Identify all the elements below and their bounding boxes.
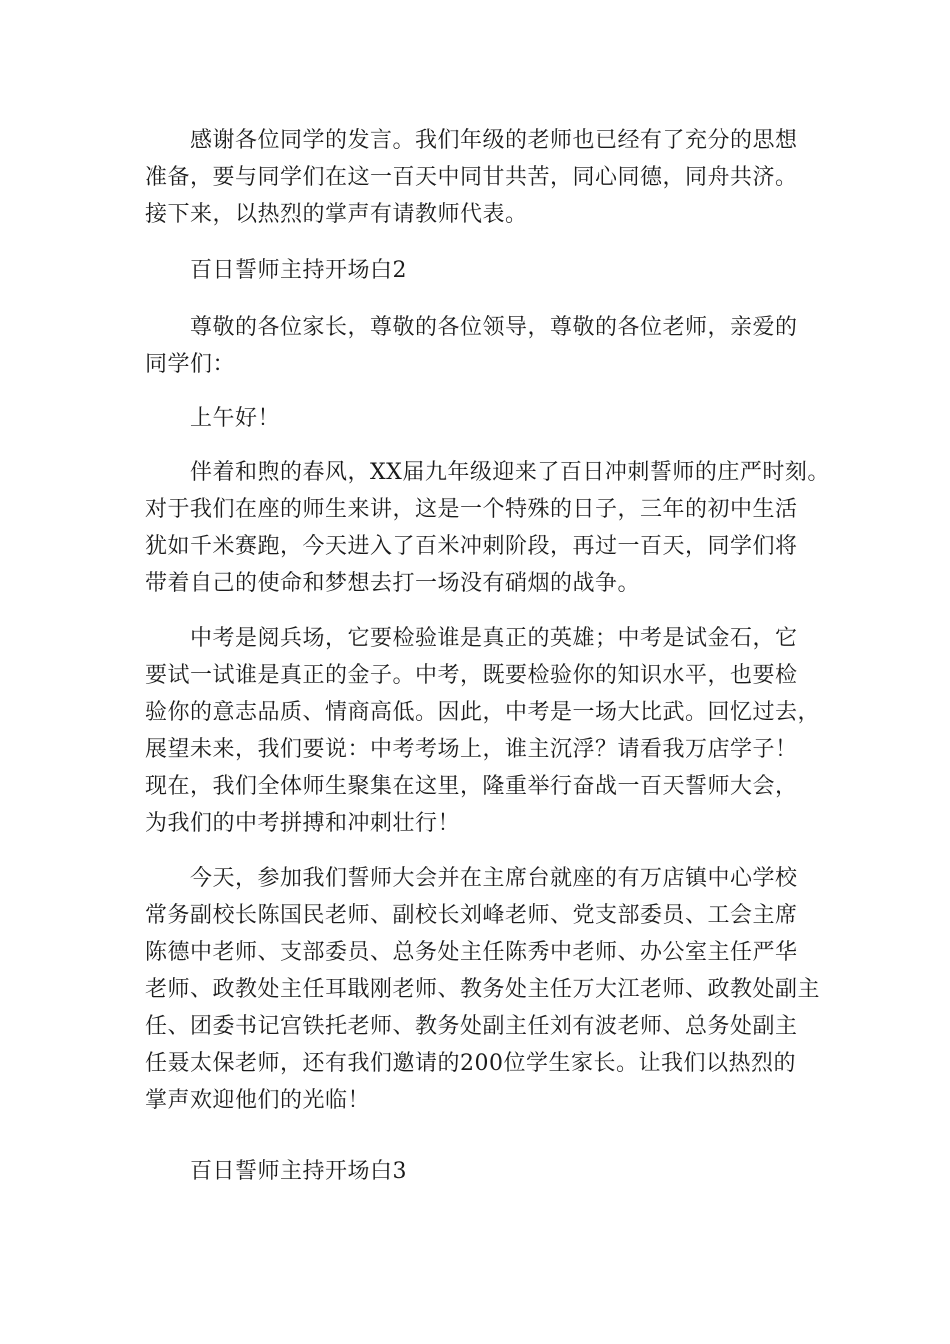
- text-line: 为我们的中考拼搏和冲刺壮行！: [145, 811, 461, 836]
- text-line: 上午好！: [190, 406, 281, 431]
- paragraph-exam: [145, 620, 835, 842]
- paragraph-opening: [145, 454, 835, 602]
- section-heading: 百日誓师主持开场白3: [190, 1159, 407, 1184]
- text-line: 现在，我们全体师生聚集在这里，隆重举行奋战一百天誓师大会，: [145, 774, 798, 799]
- text-line: 带着自己的使命和梦想去打一场没有硝烟的战争。: [145, 571, 641, 596]
- text-line: 任聂太保老师，还有我们邀请的200位学生家长。让我们以热烈的: [145, 1051, 796, 1076]
- text-line: 伴着和煦的春风，XX届九年级迎来了百日冲刺誓师的庄严时刻。: [190, 460, 830, 485]
- text-line: 对于我们在座的师生来讲，这是一个特殊的日子，三年的初中生活: [145, 497, 798, 522]
- text-line: 中考是阅兵场，它要检验谁是真正的英雄；中考是试金石，它: [190, 626, 798, 651]
- text-line: 验你的意志品质、情商高低。因此，中考是一场大比武。回忆过去，: [145, 700, 821, 725]
- text-line: 任、团委书记宫铁托老师、教务处副主任刘有波老师、总务处副主: [145, 1014, 798, 1039]
- text-line: 常务副校长陈国民老师、副校长刘峰老师、党支部委员、工会主席: [145, 903, 798, 928]
- paragraph-closing-remarks: [145, 122, 835, 233]
- text-line: 接下来，以热烈的掌声有请教师代表。: [145, 202, 528, 227]
- text-line: 陈德中老师、支部委员、总务处主任陈秀中老师、办公室主任严华: [145, 940, 798, 965]
- text-line: 要试一试谁是真正的金子。中考，既要检验你的知识水平，也要检: [145, 663, 798, 688]
- text-line: 尊敬的各位家长，尊敬的各位领导，尊敬的各位老师，亲爱的: [190, 315, 798, 340]
- text-line: 展望未来，我们要说：中考考场上，谁主沉浮？请看我万店学子！: [145, 737, 798, 762]
- paragraph-guests: [145, 860, 835, 1119]
- text-line: 老师、政教处主任耳戢刚老师、教务处主任万大江老师、政教处副主: [145, 977, 821, 1002]
- text-line: 掌声欢迎他们的光临！: [145, 1088, 371, 1113]
- text-line: 感谢各位同学的发言。我们年级的老师也已经有了充分的思想: [190, 128, 798, 153]
- paragraph-salutation: [145, 309, 835, 383]
- text-line: 同学们：: [145, 352, 236, 377]
- section-heading-2: [145, 252, 835, 289]
- section-heading: 百日誓师主持开场白2: [190, 258, 407, 283]
- text-line: 准备，要与同学们在这一百天中同甘共苦，同心同德，同舟共济。: [145, 165, 798, 190]
- section-heading-3: [145, 1153, 835, 1190]
- paragraph-greeting: [145, 400, 835, 437]
- text-line: 今天，参加我们誓师大会并在主席台就座的有万店镇中心学校: [190, 866, 798, 891]
- text-line: 犹如千米赛跑，今天进入了百米冲刺阶段，再过一百天，同学们将: [145, 534, 798, 559]
